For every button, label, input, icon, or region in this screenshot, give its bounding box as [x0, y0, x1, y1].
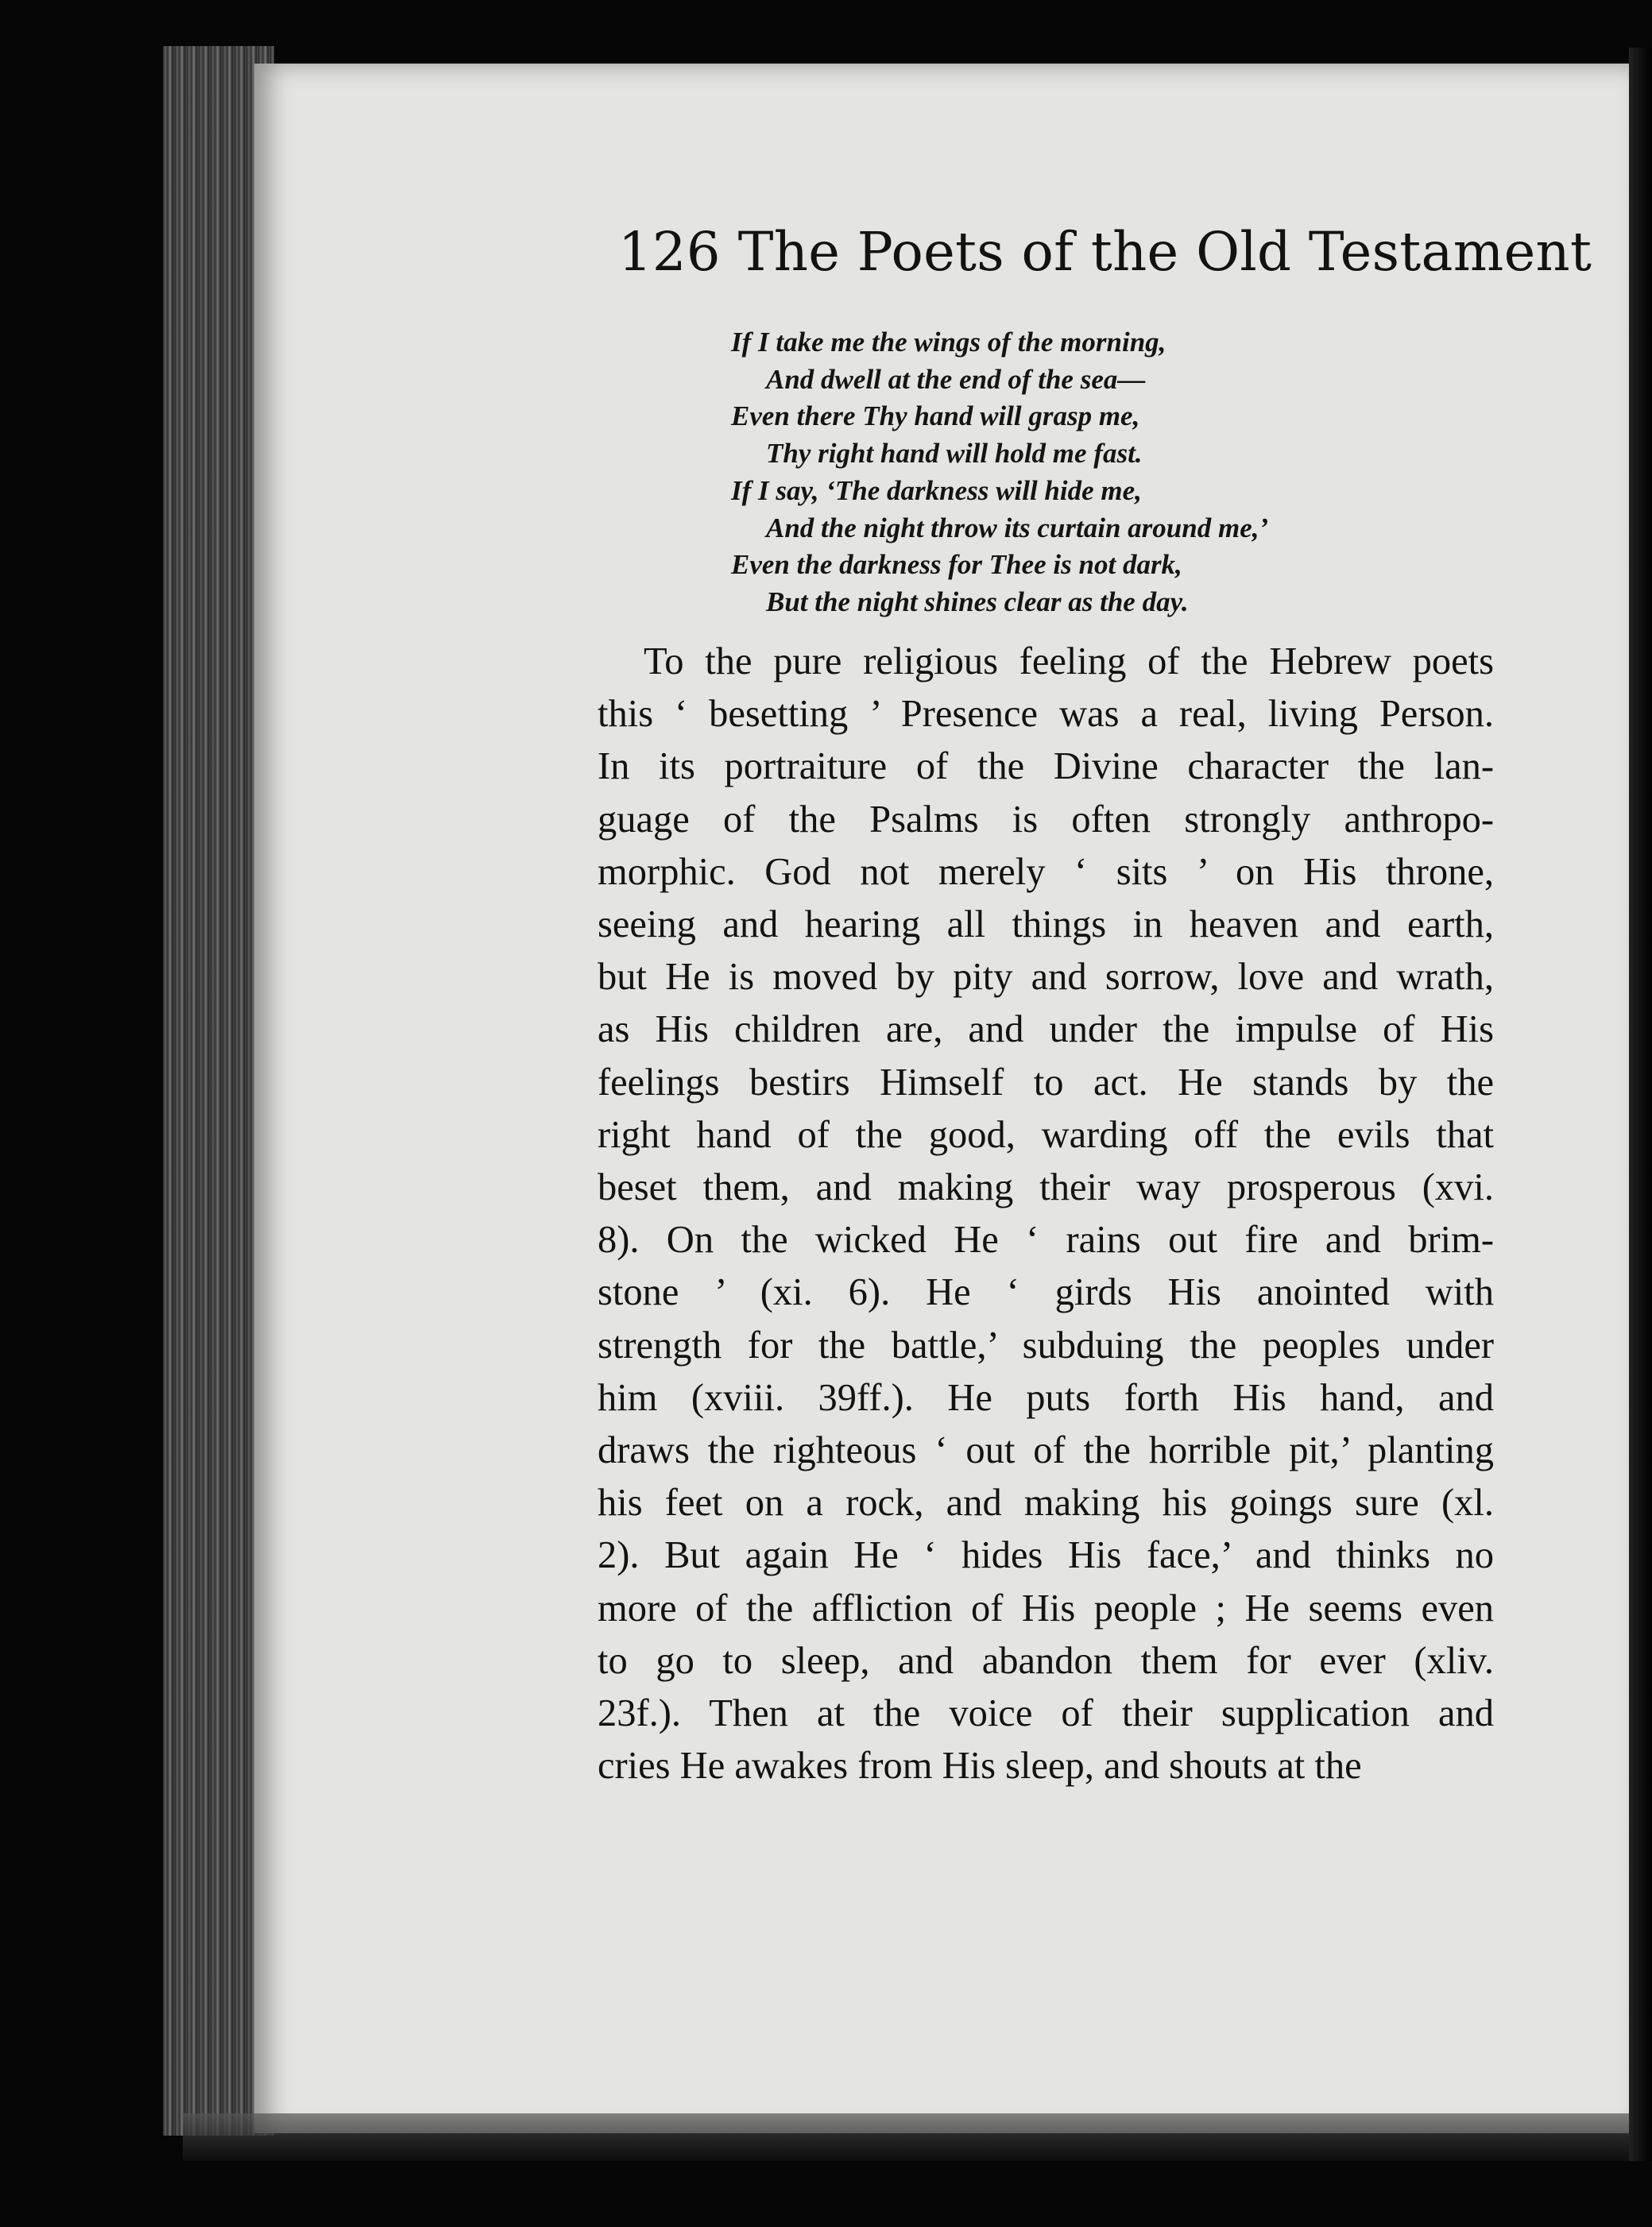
body-line: guage of the Psalms is often strongly anthropo-: [598, 798, 1494, 841]
body-line: In its portraiture of the Divine character the lan-: [598, 745, 1494, 788]
verse-line: If I take me the wings of the morning,: [731, 327, 1166, 358]
verse-line: Thy right hand will hold me fast.: [766, 438, 1143, 470]
body-paragraph: [598, 636, 1494, 1792]
verse-line: But the night shines clear as the day.: [766, 586, 1189, 617]
body-line: 8). On the wicked He ‘ rains out fire and brim-: [598, 1219, 1494, 1262]
verse-line: And the night throw its curtain around me,’: [766, 512, 1269, 543]
body-line: draws the righteous ‘ out of the horrible pit,’ planting: [598, 1429, 1494, 1472]
running-title: The Poets of the Old Testament: [737, 221, 1592, 283]
body-line: feelings bestirs Himself to act. He stands by the: [598, 1061, 1494, 1104]
body-line: cries He awakes from His sleep, and shouts at the: [598, 1745, 1362, 1788]
body-line: To the pure religious feeling of the Hebrew poets: [644, 640, 1494, 682]
body-line: as His children are, and under the impulse of His: [598, 1008, 1494, 1051]
verse-line: And dwell at the end of the sea—: [766, 363, 1146, 395]
body-line: right hand of the good, warding off the evils that: [598, 1113, 1494, 1156]
body-line: strength for the battle,’ subduing the peoples under: [598, 1324, 1494, 1367]
page-right-edge: [1629, 48, 1652, 2161]
body-line: but He is moved by pity and sorrow, love and wrath,: [598, 956, 1494, 999]
body-line: 2). But again He ‘ hides His face,’ and thinks no: [598, 1534, 1494, 1577]
body-line: seeing and hearing all things in heaven and earth,: [598, 903, 1494, 946]
body-line: stone ’ (xi. 6). He ‘ girds His anointed with: [598, 1271, 1494, 1314]
page-bottom-shadow: [183, 2113, 1645, 2161]
verse-line: If I say, ‘The darkness will hide me,: [731, 474, 1142, 506]
body-line: 23f.). Then at the voice of their supplication and: [598, 1692, 1494, 1735]
body-line: more of the affliction of His people ; He seems even: [598, 1587, 1494, 1630]
body-line: to go to sleep, and abandon them for ever (xliv.: [598, 1639, 1494, 1682]
verse-line: Even there Thy hand will grasp me,: [731, 400, 1140, 432]
body-line: him (xviii. 39ff.). He puts forth His hand, and: [598, 1376, 1494, 1419]
body-line: this ‘ besetting ’ Presence was a real, living Person.: [598, 693, 1494, 736]
verse-block: [731, 324, 1268, 621]
running-head: [618, 221, 1592, 283]
body-line: morphic. God not merely ‘ sits ’ on His throne,: [598, 850, 1494, 893]
body-line: his feet on a rock, and making his goings sure (xl.: [598, 1482, 1494, 1525]
body-line: beset them, and making their way prosperous (xvi.: [598, 1166, 1494, 1209]
page-number: 126: [618, 221, 721, 283]
verse-line: Even the darkness for Thee is not dark,: [731, 549, 1182, 581]
